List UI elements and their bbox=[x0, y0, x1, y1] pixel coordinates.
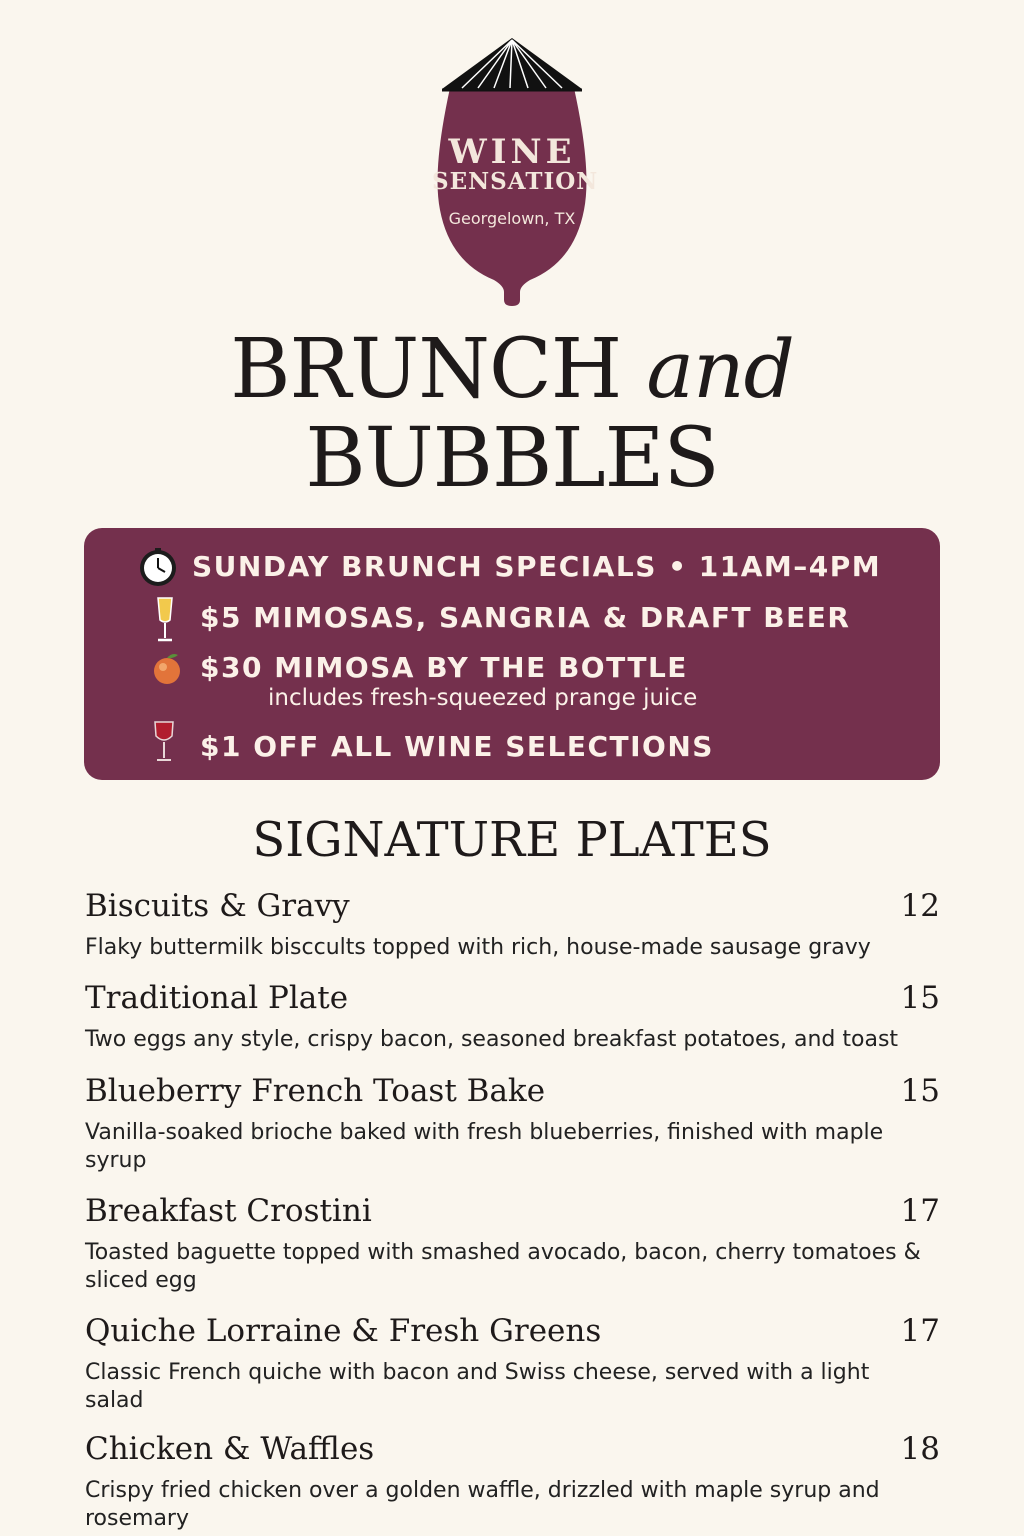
page-title-line-2: BUBBLES bbox=[305, 411, 719, 506]
special-wine: $1 OFF ALL WINE SELECTIONS bbox=[200, 730, 714, 763]
menu-item-name: Biscuits & Gravy bbox=[85, 888, 350, 924]
special-bottle: $30 MIMOSA BY THE BOTTLE bbox=[200, 651, 688, 684]
menu-item-price: 17 bbox=[900, 1313, 940, 1349]
wine-sensation-logo bbox=[0, 0, 1024, 320]
special-bottle-note: includes fresh-squeezed prange juice bbox=[268, 685, 698, 711]
title-accent: and bbox=[646, 323, 794, 416]
specials-panel bbox=[84, 528, 940, 780]
menu-item-price: 18 bbox=[900, 1431, 940, 1467]
menu-item-price: 12 bbox=[900, 888, 940, 924]
page-title-line-1 bbox=[0, 322, 1024, 417]
logo-location: Georgelown, TX bbox=[448, 209, 576, 228]
clock-icon bbox=[138, 548, 178, 588]
section-title: SIGNATURE PLATES bbox=[252, 812, 772, 868]
champagne-glass-icon bbox=[154, 596, 176, 644]
menu-item-price: 15 bbox=[900, 1073, 940, 1109]
special-drinks: $5 MIMOSAS, SANGRIA & DRAFT BEER bbox=[200, 601, 851, 634]
menu-item-description: Two eggs any style, crispy bacon, seasoned breakfast potatoes, and toast bbox=[85, 1027, 899, 1052]
menu-item-name: Chicken & Waffles bbox=[85, 1431, 375, 1467]
menu-item-name: Breakfast Crostini bbox=[85, 1193, 372, 1229]
menu-item-price: 17 bbox=[900, 1193, 940, 1229]
wine-glass-icon bbox=[152, 720, 176, 764]
menu-item-name: Traditional Plate bbox=[85, 980, 349, 1016]
menu-item-price: 15 bbox=[900, 980, 940, 1016]
menu-item-description: Classic French quiche with bacon and Swiss cheese, served with a light salad bbox=[85, 1360, 870, 1413]
menu-item-description: Toasted baguette topped with smashed avocado, bacon, cherry tomatoes & sliced egg bbox=[85, 1240, 921, 1293]
menu-item-description: Vanilla-soaked brioche baked with fresh blueberries, finished with maple syrup bbox=[85, 1120, 884, 1173]
special-hours: SUNDAY BRUNCH SPECIALS • 11AM–4PM bbox=[192, 550, 882, 583]
logo-subtitle: SENSATION bbox=[432, 168, 599, 195]
menu-item-name: Blueberry French Toast Bake bbox=[85, 1073, 546, 1109]
title-main: BRUNCH bbox=[230, 322, 622, 417]
orange-icon bbox=[152, 650, 184, 686]
logo-title: WINE bbox=[448, 132, 576, 172]
menu-item-description: Crispy fried chicken over a golden waffle, drizzled with maple syrup and rosemary bbox=[85, 1478, 880, 1531]
menu-item-description: Flaky buttermilk bisccults topped with rich, house-made sausage gravy bbox=[85, 935, 871, 960]
menu-item-name: Quiche Lorraine & Fresh Greens bbox=[85, 1313, 602, 1349]
